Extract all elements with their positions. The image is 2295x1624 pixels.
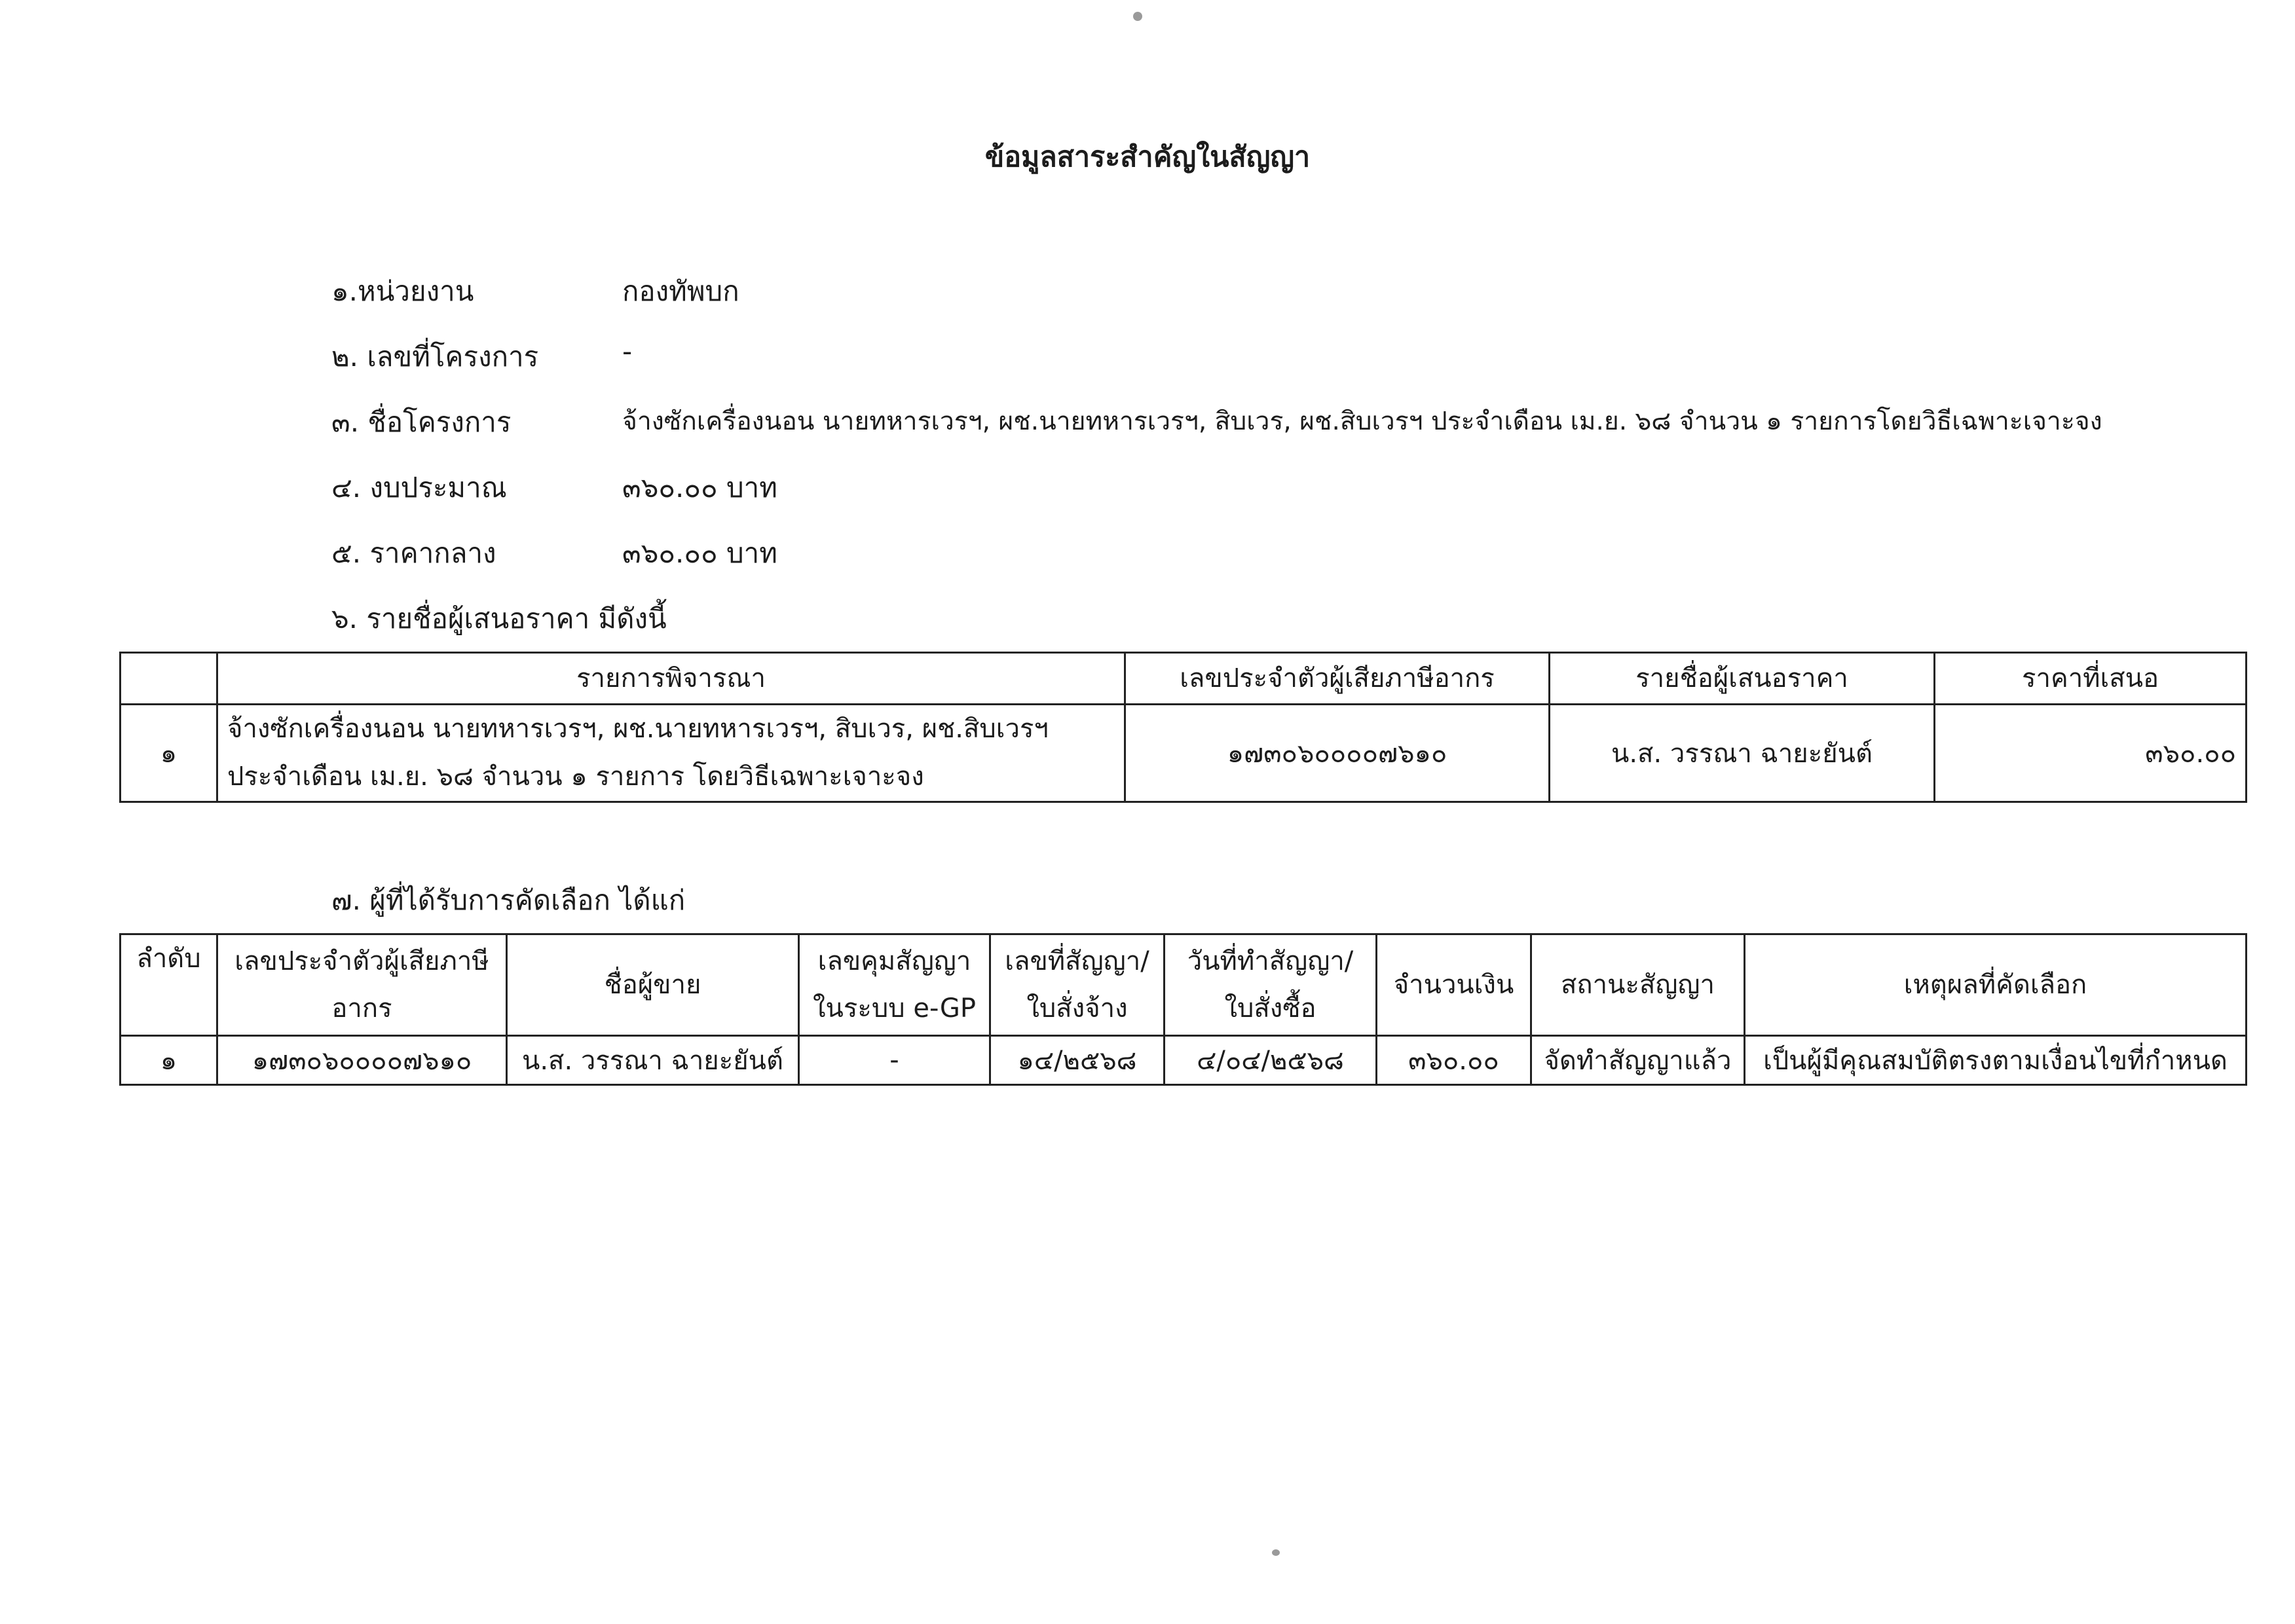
table-row xyxy=(121,705,2247,802)
field-median-price-value: ๓๖๐.๐๐ บาท xyxy=(622,537,777,569)
header-contract-no xyxy=(990,934,1165,1036)
page-title: ข้อมูลสาระสำคัญในสัญญา xyxy=(984,141,1311,174)
header-tax-id-line2: อากร xyxy=(331,993,392,1024)
table-header-row xyxy=(121,934,2247,1036)
row-control-no: - xyxy=(799,1036,990,1085)
header-amount: จำนวนเงิน xyxy=(1377,934,1531,1036)
row-tax-id: ๑๗๓๐๖๐๐๐๐๗๖๑๐ xyxy=(217,1036,507,1085)
header-status: สถานะสัญญา xyxy=(1531,934,1745,1036)
header-date-line2: ใบสั่งซื้อ xyxy=(1224,993,1316,1024)
header-contract-line2: ใบสั่งจ้าง xyxy=(1026,993,1128,1024)
row-price: ๓๖๐.๐๐ xyxy=(1935,705,2247,802)
header-item: รายการพิจารณา xyxy=(217,653,1125,705)
header-control-line1: เลขคุมสัญญา xyxy=(817,946,971,976)
header-seller: ชื่อผู้ขาย xyxy=(507,934,799,1036)
header-tax-id xyxy=(217,934,507,1036)
header-no: ลำดับ xyxy=(121,934,217,1036)
field-project-no-label: ๒. เลขที่โครงการ xyxy=(331,341,539,373)
header-contract-date xyxy=(1165,934,1377,1036)
header-control-no xyxy=(799,934,990,1036)
row-contract-date: ๔/๐๔/๒๕๖๘ xyxy=(1165,1036,1377,1085)
field-project-name-value: จ้างซักเครื่องนอน นายทหารเวรฯ, ผช.นายทหารเวรฯ, สิบเวร, ผช.สิบเวรฯ ประจำเดือน เม.ย. ๖๘ จำนวน ๑ รายการโดยวิธีเฉพาะเจาะจง xyxy=(622,407,2102,436)
header-tax-id: เลขประจำตัวผู้เสียภาษีอากร xyxy=(1125,653,1550,705)
row-seller: น.ส. วรรณา ฉายะยันต์ xyxy=(507,1036,799,1085)
header-reason: เหตุผลที่คัดเลือก xyxy=(1745,934,2247,1036)
row-number: ๑ xyxy=(121,1036,217,1085)
scan-speck xyxy=(1272,1549,1280,1556)
header-control-line2: ในระบบ e-GP xyxy=(813,993,976,1024)
field-budget-label: ๔. งบประมาณ xyxy=(331,471,507,504)
row-amount: ๓๖๐.๐๐ xyxy=(1377,1036,1531,1085)
row-number: ๑ xyxy=(121,705,217,802)
row-item xyxy=(217,705,1125,802)
field-project-no-value: - xyxy=(622,335,633,367)
table-row xyxy=(121,1036,2247,1085)
section6-heading: ๖. รายชื่อผู้เสนอราคา มีดังนี้ xyxy=(331,602,667,635)
bidders-table xyxy=(119,652,2247,803)
row-tax-id: ๑๗๓๐๖๐๐๐๐๗๖๑๐ xyxy=(1125,705,1550,802)
field-agency-label: ๑.หน่วยงาน xyxy=(331,275,474,307)
header-blank xyxy=(121,653,217,705)
row-item-line2: ประจำเดือน เม.ย. ๖๘ จำนวน ๑ รายการ โดยวิธีเฉพาะเจาะจง xyxy=(227,762,924,792)
row-reason: เป็นผู้มีคุณสมบัติตรงตามเงื่อนไขที่กำหนด xyxy=(1745,1036,2247,1085)
field-budget-value: ๓๖๐.๐๐ บาท xyxy=(622,471,777,504)
header-price: ราคาที่เสนอ xyxy=(1935,653,2247,705)
section7-heading: ๗. ผู้ที่ได้รับการคัดเลือก ได้แก่ xyxy=(331,884,686,916)
field-median-price-label: ๕. ราคากลาง xyxy=(331,537,496,569)
selected-table xyxy=(119,933,2247,1086)
table-header-row xyxy=(121,653,2247,705)
field-project-name-label: ๓. ชื่อโครงการ xyxy=(331,406,512,438)
field-agency-value: กองทัพบก xyxy=(622,275,739,307)
scan-speck xyxy=(1133,12,1142,21)
header-contract-line1: เลขที่สัญญา/ xyxy=(1005,946,1149,976)
header-bidder: รายชื่อผู้เสนอราคา xyxy=(1550,653,1935,705)
row-contract-no: ๑๔/๒๕๖๘ xyxy=(990,1036,1165,1085)
header-tax-id-line1: เลขประจำตัวผู้เสียภาษี xyxy=(234,946,489,976)
row-item-line1: จ้างซักเครื่องนอน นายทหารเวรฯ, ผช.นายทหารเวรฯ, สิบเวร, ผช.สิบเวรฯ xyxy=(227,714,1049,744)
row-bidder: น.ส. วรรณา ฉายะยันต์ xyxy=(1550,705,1935,802)
row-status: จัดทำสัญญาแล้ว xyxy=(1531,1036,1745,1085)
header-date-line1: วันที่ทำสัญญา/ xyxy=(1187,946,1354,976)
